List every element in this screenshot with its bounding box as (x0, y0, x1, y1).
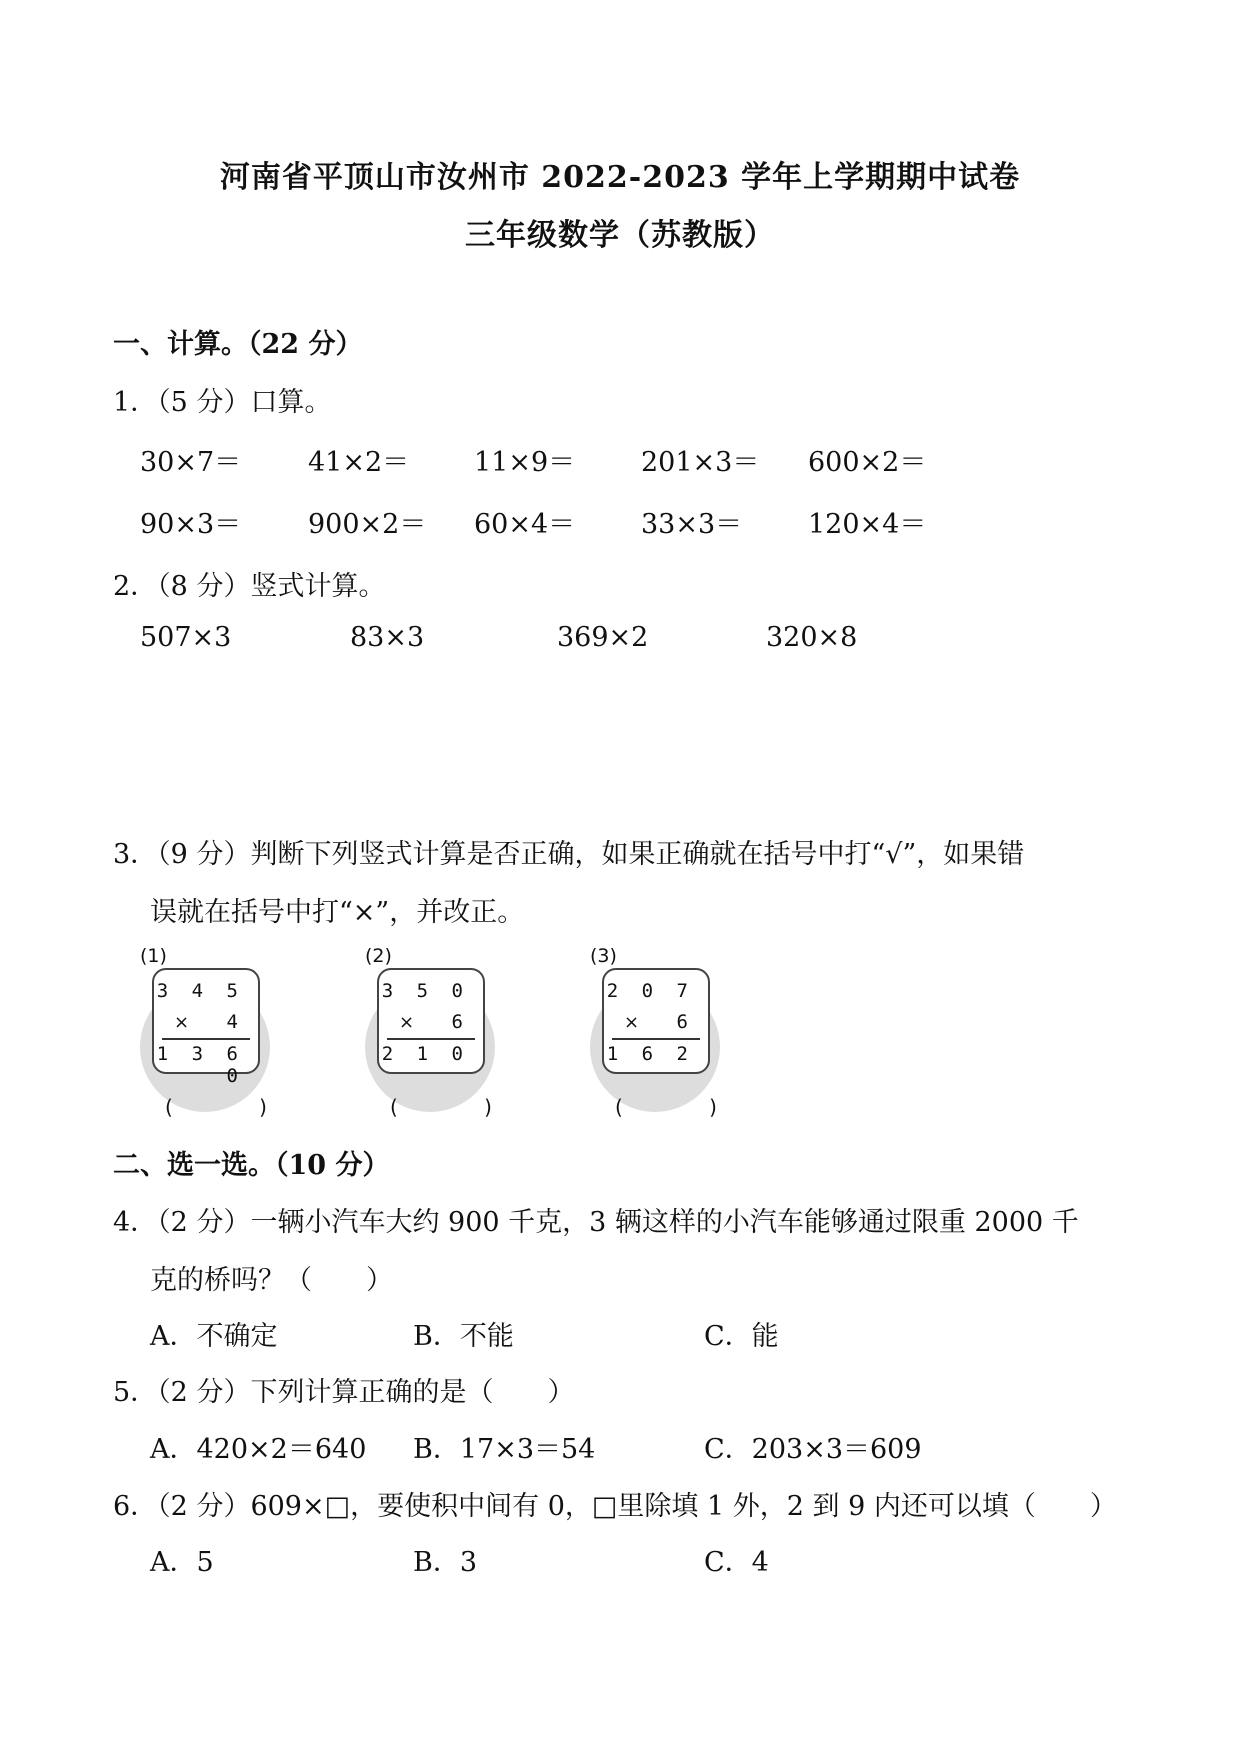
oral-item: 41×2＝ (308, 447, 410, 478)
question-3-line-2: 误就在括号中打“×”，并改正。 (150, 897, 525, 928)
exam-title: 河南省平顶山市汝州市 2022-2023 学年上学期期中试卷 (219, 160, 1021, 195)
question-2: 2．（8 分）竖式计算。 (113, 571, 386, 602)
multiplier: 4 (226, 1011, 244, 1033)
oral-item: 600×2＝ (808, 447, 927, 478)
oral-item: 900×2＝ (308, 509, 427, 540)
multiplier: 6 (676, 1011, 694, 1033)
option-a: A．5 (150, 1547, 214, 1578)
card-label: (2) (365, 945, 392, 967)
card-label: (1) (140, 945, 167, 967)
times-sign: × (624, 1012, 640, 1033)
option-c: C．4 (704, 1547, 769, 1578)
answer-parentheses: ( ) (390, 1095, 532, 1119)
oral-item: 30×7＝ (140, 447, 242, 478)
card-label: (3) (590, 945, 617, 967)
calc-card-2 (377, 968, 485, 1074)
question-3-line-1: 3．（9 分）判断下列竖式计算是否正确，如果正确就在括号中打“√”，如果错 (113, 839, 1025, 870)
answer-parentheses: ( ) (615, 1095, 757, 1119)
multiplicand: 3 5 0 (381, 980, 469, 1002)
calc-line (387, 1038, 475, 1040)
option-c: C．能 (704, 1321, 779, 1352)
vertical-item: 507×3 (140, 622, 232, 653)
calc-line (612, 1038, 700, 1040)
oral-item: 201×3＝ (641, 447, 760, 478)
product: 1 6 2 (606, 1043, 694, 1065)
question-5: 5．（2 分）下列计算正确的是（ ） (113, 1377, 575, 1408)
oral-item: 60×4＝ (474, 509, 576, 540)
option-a: A．不确定 (150, 1321, 278, 1352)
question-4-line-2: 克的桥吗？（ ） (150, 1265, 393, 1296)
section-2-heading: 二、选一选。（10 分） (113, 1150, 390, 1181)
question-4-line-1: 4．（2 分）一辆小汽车大约 900 千克，3 辆这样的小汽车能够通过限重 2000 千 (113, 1207, 1079, 1238)
question-1: 1．（5 分）口算。 (113, 387, 332, 418)
option-a: A．420×2＝640 (150, 1434, 367, 1465)
vertical-item: 83×3 (350, 622, 425, 653)
option-b: B．不能 (413, 1321, 514, 1352)
multiplicand: 3 4 5 (156, 980, 244, 1002)
oral-item: 11×9＝ (474, 447, 576, 478)
option-c: C．203×3＝609 (704, 1434, 922, 1465)
exam-subtitle: 三年级数学（苏教版） (465, 218, 775, 253)
option-b: B．3 (413, 1547, 478, 1578)
product: 1 3 6 0 (156, 1043, 244, 1087)
option-b: B．17×3＝54 (413, 1434, 596, 1465)
section-1-heading: 一、计算。（22 分） (113, 329, 363, 360)
calc-card-3 (602, 968, 710, 1074)
answer-parentheses: ( ) (165, 1095, 307, 1119)
question-6: 6．（2 分）609×□，要使积中间有 0，□里除填 1 外，2 到 9 内还可以填（ ） (113, 1491, 1117, 1522)
multiplier: 6 (451, 1011, 469, 1033)
oral-item: 120×4＝ (808, 509, 927, 540)
oral-item: 90×3＝ (140, 509, 242, 540)
multiplicand: 2 0 7 (606, 980, 694, 1002)
times-sign: × (174, 1012, 190, 1033)
vertical-item: 369×2 (557, 622, 649, 653)
calc-line (162, 1038, 250, 1040)
vertical-item: 320×8 (766, 622, 858, 653)
oral-item: 33×3＝ (641, 509, 743, 540)
product: 2 1 0 (381, 1043, 469, 1065)
times-sign: × (399, 1012, 415, 1033)
calc-card-1 (152, 968, 260, 1087)
